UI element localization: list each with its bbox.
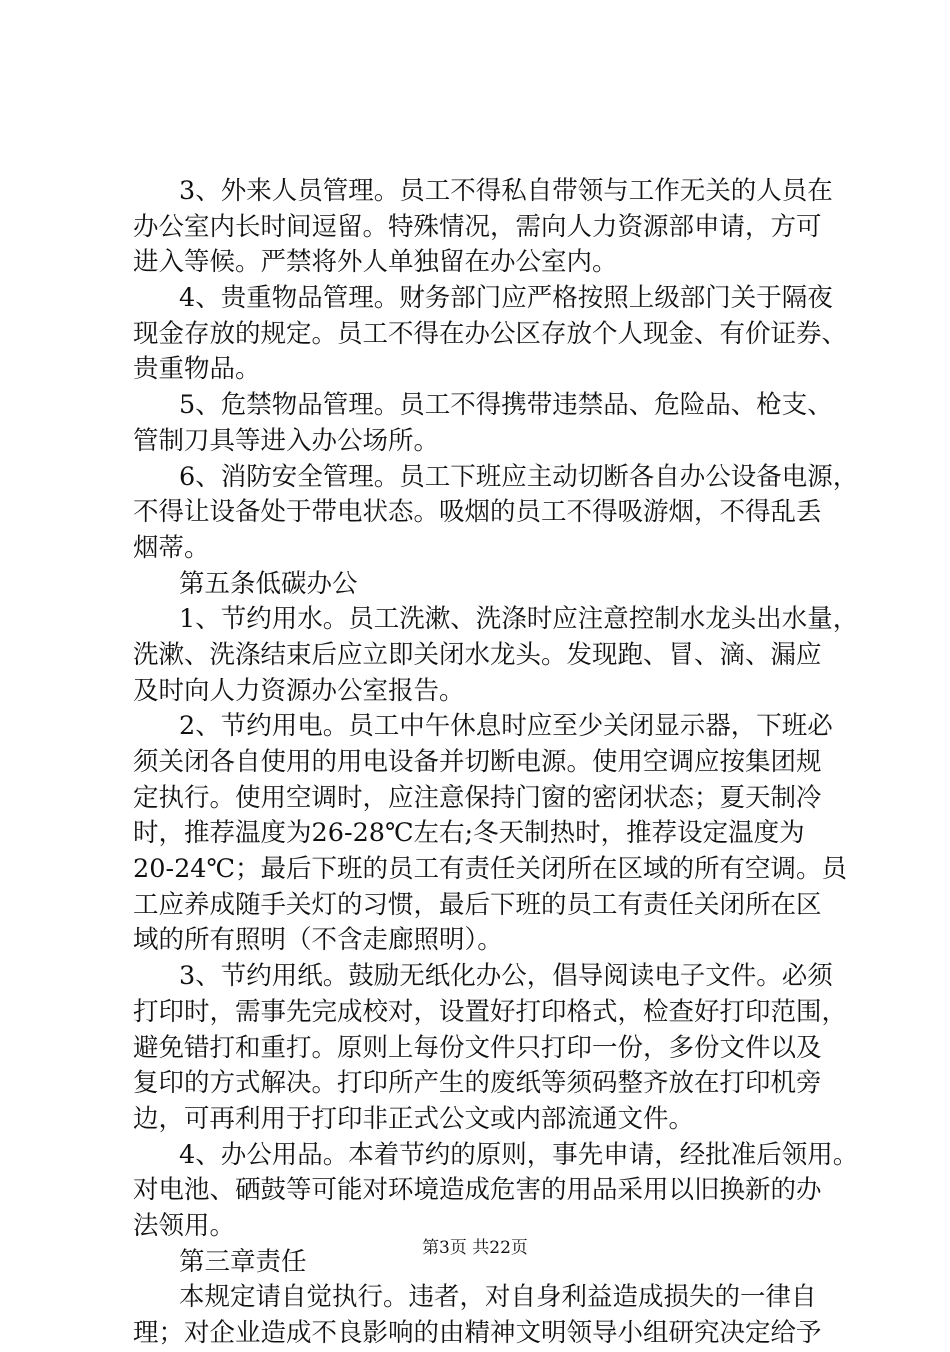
text-line: 烟蒂。: [133, 532, 210, 563]
text-line: 本规定请自觉执行。违者，对自身利益造成损失的一律自: [179, 1282, 817, 1313]
text-line: 复印的方式解决。打印所产生的废纸等须码整齐放在打印机旁: [133, 1068, 822, 1099]
text-line: 及时向人力资源办公室报告。: [133, 675, 465, 706]
text-line: 不得让设备处于带电状态。吸烟的员工不得吸游烟，不得乱丢: [133, 497, 822, 528]
text-line: 工应养成随手关灯的习惯，最后下班的员工有责任关闭所在区: [133, 889, 822, 920]
text-line: 1、节约用水。员工洗漱、洗涤时应注意控制水龙头出水量，: [179, 604, 859, 635]
text-line: 打印时，需事先完成校对，设置好打印格式，检查好打印范围，: [133, 996, 848, 1027]
text-line: 现金存放的规定。员工不得在办公区存放个人现金、有价证券、: [133, 318, 848, 349]
text-line: 6、消防安全管理。员工下班应主动切断各自办公设备电源，: [179, 461, 859, 492]
text-line: 域的所有照明（不含走廊照明）。: [133, 925, 503, 956]
text-line: 20-24℃；最后下班的员工有责任关闭所在区域的所有空调。员: [133, 854, 848, 885]
text-line: 避免错打和重打。原则上每份文件只打印一份，多份文件以及: [133, 1032, 822, 1063]
text-line: 办公室内长时间逗留。特殊情况，需向人力资源部申请，方可: [133, 211, 822, 242]
text-line: 管制刀具等进入办公场所。: [133, 425, 440, 456]
text-line: 第三章责任: [179, 1246, 307, 1277]
text-line: 理；对企业造成不良影响的由精神文明领导小组研究决定给予: [133, 1318, 822, 1348]
page-footer: 第3页 共22页: [422, 1238, 528, 1258]
text-line: 4、贵重物品管理。财务部门应严格按照上级部门关于隔夜: [179, 283, 833, 314]
text-line: 时，推荐温度为26-28℃左右;冬天制热时，推荐设定温度为: [133, 818, 805, 849]
text-line: 4、办公用品。本着节约的原则，事先申请，经批准后领用。: [179, 1139, 859, 1170]
text-line: 5、危禁物品管理。员工不得携带违禁品、危险品、枪支、: [179, 390, 833, 421]
text-line: 第五条低碳办公: [179, 568, 358, 599]
text-line: 法领用。: [133, 1210, 236, 1241]
text-line: 进入等候。严禁将外人单独留在办公室内。: [133, 247, 618, 278]
text-line: 2、节约用电。员工中午休息时应至少关闭显示器，下班必: [179, 711, 833, 742]
text-line: 定执行。使用空调时，应注意保持门窗的密闭状态；夏天制冷: [133, 782, 822, 813]
text-line: 3、外来人员管理。员工不得私自带领与工作无关的人员在: [179, 176, 833, 206]
text-line: 贵重物品。: [133, 354, 261, 385]
document-body: [133, 174, 859, 1352]
text-line: 3、节约用纸。鼓励无纸化办公，倡导阅读电子文件。必须: [179, 961, 833, 992]
text-line: 洗漱、洗涤结束后应立即关闭水龙头。发现跑、冒、滴、漏应: [133, 639, 822, 670]
text-line: 边，可再利用于打印非正式公文或内部流通文件。: [133, 1103, 695, 1134]
text-line: 须关闭各自使用的用电设备并切断电源。使用空调应按集团规: [133, 747, 822, 777]
text-line: 对电池、硒鼓等可能对环境造成危害的用品采用以旧换新的办: [133, 1175, 822, 1206]
